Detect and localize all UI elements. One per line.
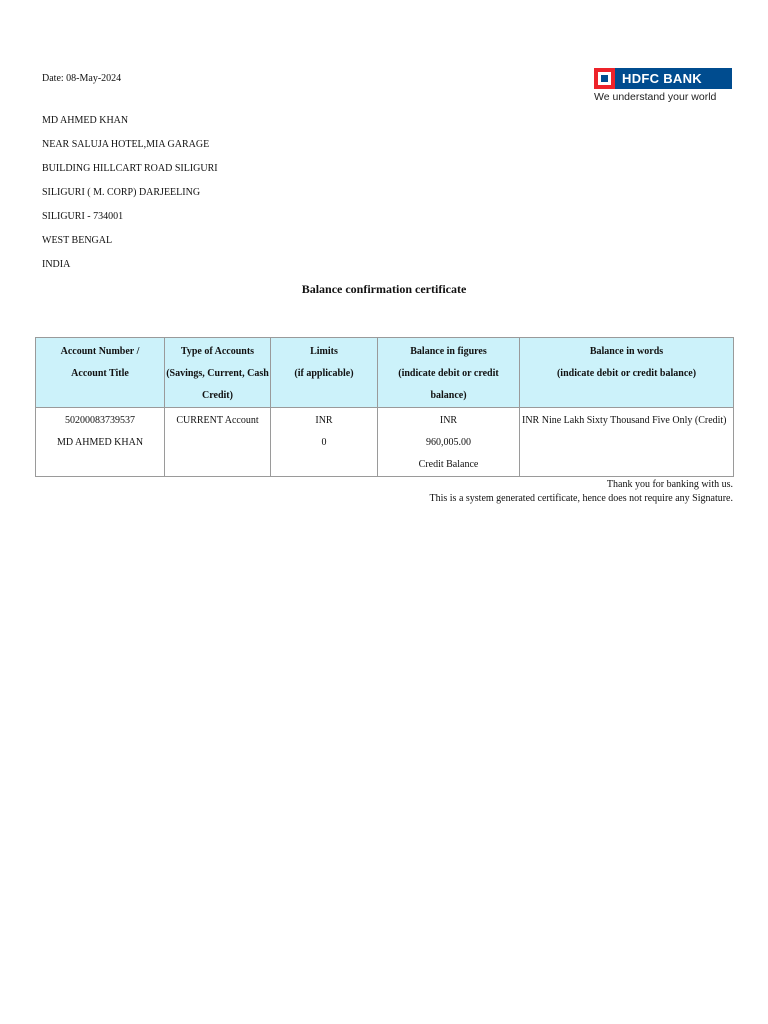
bank-name: HDFC BANK bbox=[622, 71, 702, 86]
bank-logo bbox=[594, 68, 734, 103]
address-line-state: WEST BENGAL bbox=[42, 235, 113, 246]
cell-account-type bbox=[165, 408, 271, 477]
address-line-3: SILIGURI ( M. CORP) DARJEELING bbox=[42, 187, 201, 198]
bank-tagline: We understand your world bbox=[594, 91, 717, 103]
balance-table bbox=[35, 337, 734, 477]
header-balance-words: Balance in words (indicate debit or credit balance) bbox=[520, 338, 734, 408]
balance-words: INR Nine Lakh Sixty Thousand Five Only (Credit) bbox=[522, 415, 727, 426]
hdfc-logo-icon bbox=[594, 68, 615, 89]
account-number: 50200083739537 bbox=[65, 415, 135, 426]
limit-value: 0 bbox=[321, 437, 327, 448]
account-title: MD AHMED KHAN bbox=[56, 437, 144, 448]
table-header-row bbox=[36, 338, 734, 408]
thanks-note: Thank you for banking with us. bbox=[606, 479, 733, 490]
logo-bar bbox=[594, 68, 732, 89]
header-account-number: Account Number / Account Title bbox=[36, 338, 165, 408]
address-line-country: INDIA bbox=[42, 259, 71, 270]
table-row bbox=[36, 408, 734, 477]
account-type: CURRENT Account bbox=[176, 415, 259, 426]
document-title: Balance confirmation certificate bbox=[301, 282, 467, 296]
certificate-footer bbox=[430, 478, 734, 506]
balance-type: Credit Balance bbox=[418, 459, 479, 470]
limit-currency: INR bbox=[315, 415, 333, 426]
balance-currency: INR bbox=[439, 415, 458, 426]
system-generated-note: This is a system generated certificate, hence does not require any Signature. bbox=[429, 493, 733, 504]
address-line-2: BUILDING HILLCART ROAD SILIGURI bbox=[42, 163, 218, 174]
header-account-type: Type of Accounts (Savings, Current, Cash Credit) bbox=[165, 338, 271, 408]
customer-address bbox=[42, 115, 218, 283]
balance-amount: 960,005.00 bbox=[426, 437, 471, 448]
address-line-name: MD AHMED KHAN bbox=[42, 115, 129, 126]
cell-balance-figures bbox=[378, 408, 520, 477]
header-limits: Limits (if applicable) bbox=[271, 338, 378, 408]
cell-limits bbox=[271, 408, 378, 477]
header-balance-figures: Balance in figures (indicate debit or credit balance) bbox=[378, 338, 520, 408]
address-line-1: NEAR SALUJA HOTEL,MIA GARAGE bbox=[42, 139, 210, 150]
address-line-city: SILIGURI - 734001 bbox=[42, 211, 124, 222]
cell-balance-words bbox=[520, 408, 734, 477]
cell-account bbox=[36, 408, 165, 477]
certificate-date: Date: 08-May-2024 bbox=[42, 73, 122, 84]
